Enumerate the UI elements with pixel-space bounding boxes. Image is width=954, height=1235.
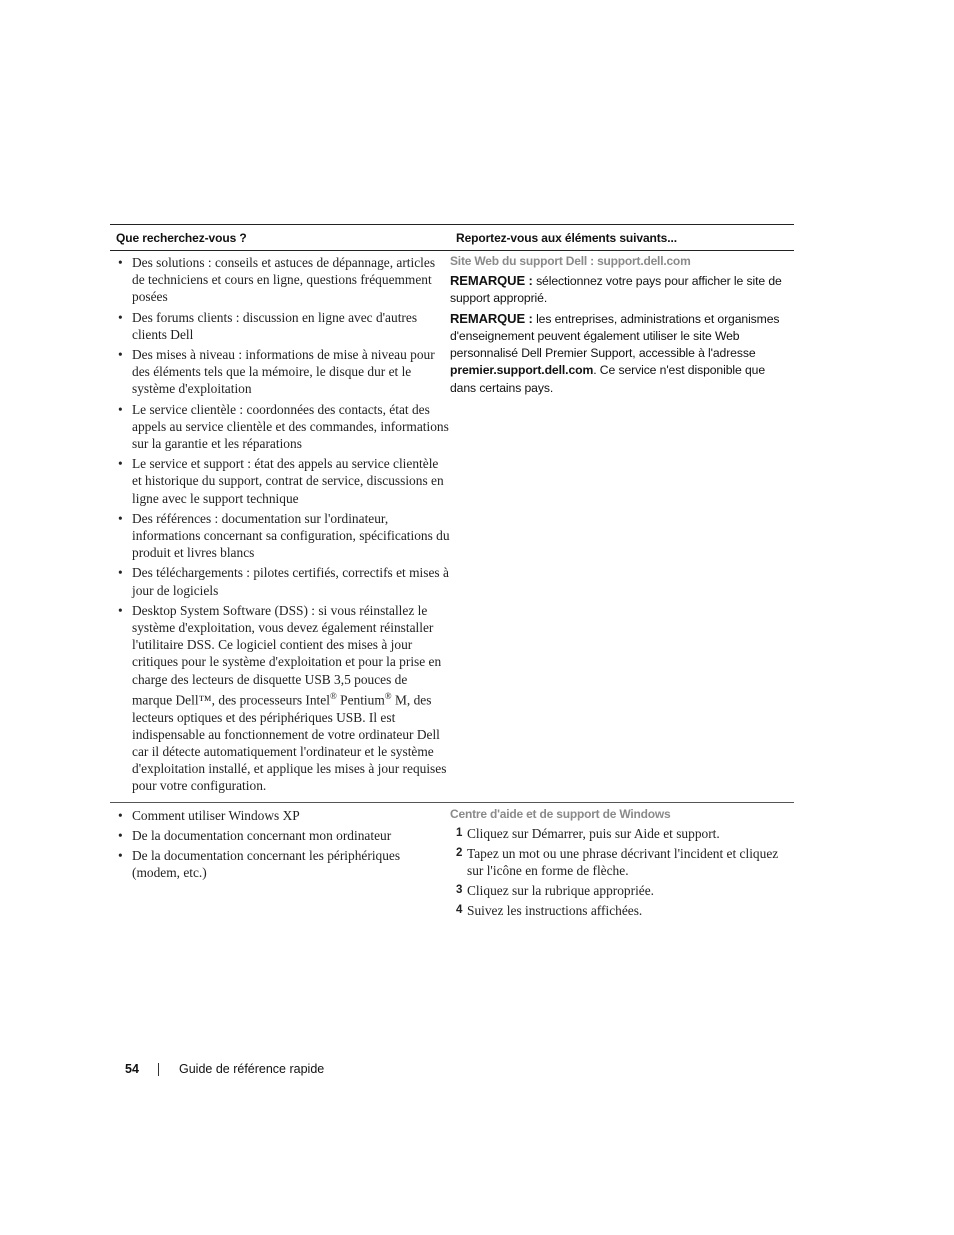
bullet-icon: • (118, 807, 123, 823)
info-table (110, 224, 794, 927)
bullet-icon: • (118, 565, 123, 581)
bullet-icon: • (118, 456, 123, 472)
row1-right-cell (450, 251, 794, 802)
list-item: • Des téléchargements : pilotes certifiés, correctifs et mises à jour de logiciels (118, 565, 449, 598)
table-header (110, 225, 794, 251)
step-item: 2 Tapez un mot ou une phrase décrivant l'incident et cliquez sur l'icône en forme de flèche. (456, 845, 779, 878)
note-label: REMARQUE : (450, 273, 533, 288)
list-item-dss: • Desktop System Software (DSS) : si vous réinstallez le système d'exploitation, vous devez également réinstaller l'utilitaire DSS. Ce logiciel contient des mises à jour critiques pour le système d'exploitation et pour la prise en charge des lecteurs de disquette USB 3,5 pouces de marque Dell™, des processeurs Intel® Pentium® M, des lecteurs optiques et des périphériques USB. Il est indispensable au fonctionnement de votre ordinateur Dell car il détecte automatiquement l'ordinateur et le système d'exploitation installé, et applique les mises à jour requises pour votre configuration. (118, 602, 447, 794)
note-label: REMARQUE : (450, 310, 533, 326)
table-row (110, 803, 794, 927)
list-item: • Le service clientèle : coordonnées des contacts, état des appels au service clientèle et des commandes, informations sur la garantie et les réparations (118, 401, 449, 452)
row2-right-cell (450, 803, 794, 927)
step-item: 4 Suivez les instructions affichées. (456, 903, 643, 919)
list-item: • Des mises à niveau : informations de mise à niveau pour des éléments tels que la mémoire, le disque dur et le système d'exploitation (118, 347, 435, 397)
step-item: 3 Cliquez sur la rubrique appropriée. (456, 883, 655, 899)
page-number: 54 (125, 1062, 139, 1076)
list-item: • Des références : documentation sur l'ordinateur, informations concernant sa configuration, spécifications du produit et livres blancs (118, 510, 450, 561)
step-item: 1 Cliquez sur Démarrer, puis sur Aide et support. (456, 825, 720, 841)
list-item: • Des forums clients : discussion en ligne avec d'autres clients Dell (118, 309, 418, 342)
bullet-icon: • (118, 602, 123, 618)
row2-item-list (114, 807, 450, 882)
row2-left-cell (110, 803, 450, 927)
table-row (110, 251, 794, 803)
row1-left-cell (110, 251, 450, 802)
list-item: • Comment utiliser Windows XP (118, 807, 300, 823)
footer-title: Guide de référence rapide (179, 1062, 325, 1076)
list-item: • De la documentation concernant les périphériques (modem, etc.) (118, 847, 401, 881)
footer-divider (158, 1063, 159, 1076)
bullet-icon: • (118, 827, 123, 843)
bullet-icon: • (118, 347, 123, 363)
list-item: • De la documentation concernant mon ordinateur (118, 827, 392, 843)
bullet-icon: • (118, 847, 123, 863)
row1-item-list (114, 254, 450, 795)
header-col-looking-for: Que recherchez-vous ? (116, 230, 247, 245)
list-item: • Le service et support : état des appels au service clientèle et historique du support, contrat de service, discussions en ligne avec le support technique (118, 456, 444, 506)
section-title-windows-help: Centre d'aide et de support de Windows (450, 806, 671, 821)
bullet-icon: • (118, 309, 123, 325)
bullet-icon: • (118, 510, 123, 526)
support-link[interactable]: support.dell.com (597, 254, 691, 268)
bullet-icon: • (118, 255, 123, 270)
page-footer (125, 1062, 324, 1076)
bullet-icon: • (118, 401, 123, 417)
premier-support-link[interactable]: premier.support.dell.com (450, 363, 594, 378)
note-premier-support: REMARQUE : les entreprises, administrations et organismes d'enseignement peuvent également utiliser le site Web personnalisé Dell Premier Support, accessible à l'adresse premier.support.dell.com. Ce service n'est disponible que dans certains pays. (450, 310, 780, 395)
header-col-refer-to: Reportez-vous aux éléments suivants... (456, 230, 677, 245)
note-select-country: REMARQUE : sélectionnez votre pays pour afficher le site de support approprié. (450, 273, 782, 306)
steps-list (450, 825, 794, 920)
section-title-dell-support: Site Web du support Dell : support.dell.com (450, 254, 691, 268)
list-item: • Des solutions : conseils et astuces de dépannage, articles de techniciens et cours en ligne, questions fréquemment posées (118, 255, 436, 305)
